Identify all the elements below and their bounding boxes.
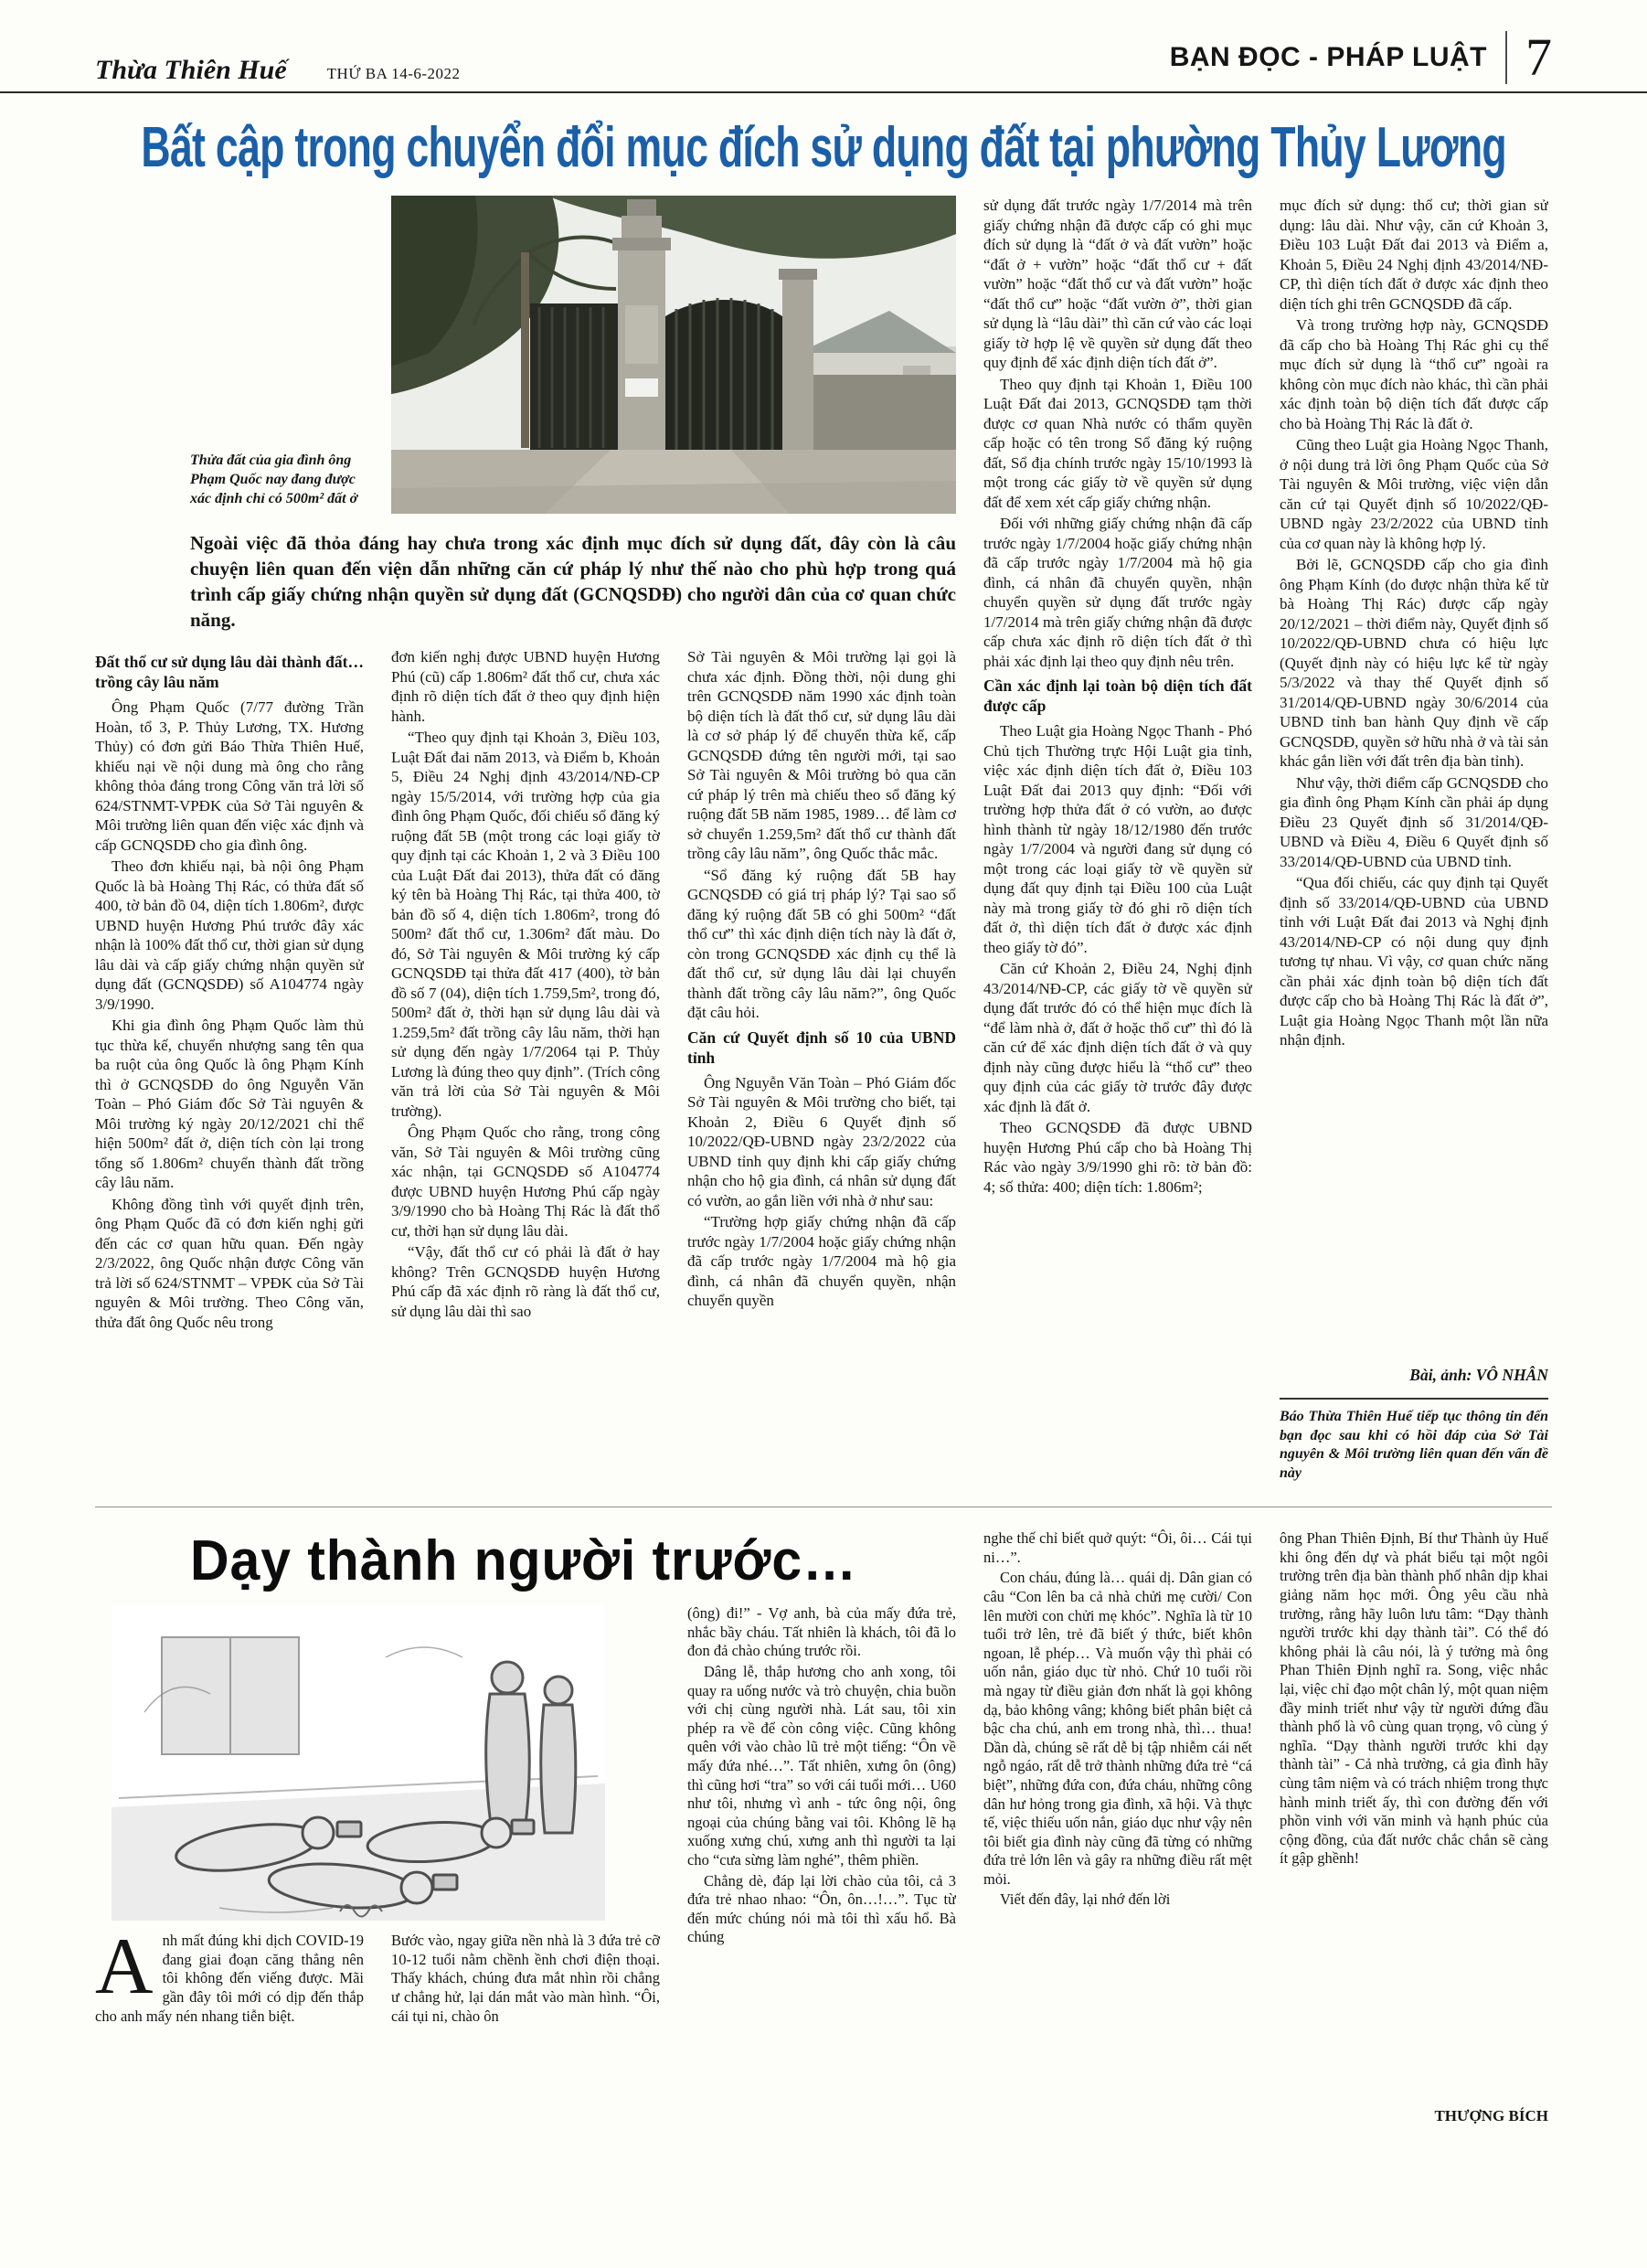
article2-column-1 <box>95 1932 364 2122</box>
article1-column-5 <box>1280 196 1548 1355</box>
article2-headline: Dạy thành người trước… <box>190 1529 857 1593</box>
article2-illustration <box>102 1604 614 1921</box>
issue-date: THỨ BA 14-6-2022 <box>326 65 461 82</box>
paragraph: Theo GCNQSDĐ đã được UBND huyện Hương Phú cấp cho bà Hoàng Thị Rác vào ngày 3/9/1990 ghi rõ: tờ bản đồ: 4; số thửa: 400; diện tích: 1.806m²; <box>983 1119 1252 1196</box>
article1-photo-row <box>95 196 956 514</box>
article1-photo <box>391 196 956 514</box>
paragraph: Con cháu, đúng là… quái dị. Dân gian có câu “Con lên ba cả nhà chửi mẹ cười/ Con lên mười con chửi mẹ khóc”. Nghĩa là từ 10 tuổi trở lên, trẻ đã biết ý thức, biết khôn ngoan, lễ phép… Và muốn vậy thì phải có uốn nắn, giáo dục từ nhỏ. Chứ 10 tuổi rồi mà ngay từ điều giản đơn nhất là gọi không dạ, bảo không vâng; không biết phân biệt cả bậc cha chú, anh em trong nhà, thì… thua! Dần dà, chúng sẽ rất dễ bị tập nhiễm cái nết ngỗ ngáo, rất dễ trở thành những đứa trẻ “cá biệt”, những đứa con, đứa cháu, những công dân hư hỏng trong gia đình, xã hội. Và thực tế, việc thiếu uốn nắn, giáo dục như vậy nên tôi biết gia đình này cũng đã từng có những đứa trẻ lớn lên và gây ra những điều rất mệt mỏi. <box>983 1569 1252 1888</box>
article1-body <box>95 196 1552 1483</box>
masthead: Thừa Thiên Huế <box>95 55 287 85</box>
paragraph: Bởi lẽ, GCNQSDĐ cấp cho gia đình ông Phạm Kính (do được nhận thừa kế từ bà Hoàng Thị Rác) được cấp ngày 20/12/2021 – thời điểm này, Quyết định số 10/2022/QĐ-UBND chưa có hiệu lực (Quyết định này có hiệu lực kể từ ngày 5/3/2022 và thay thế Quyết định số 31/2014/QĐ-UBND ngày 30/6/2014 của UBND tỉnh ban hành Quy định về cấp GCNQSDĐ, quyền sở hữu nhà ở và tài sản khác gắn liền với đất trên địa bàn tỉnh). <box>1280 556 1548 771</box>
paragraph: Ông Nguyễn Văn Toàn – Phó Giám đốc Sở Tài nguyên & Môi trường cho biết, tại Khoản 2, Điều 6 Quyết định số 10/2022/QĐ-UBND ngày 23/2/2022 của UBND tỉnh quy định khi cấp giấy chứng nhận cho hộ gia đình, cá nhân sử dụng đất có vườn, ao gắn liền với nhà ở như sau: <box>687 1073 956 1209</box>
paragraph: Theo đơn khiếu nại, bà nội ông Phạm Quốc là bà Hoàng Thị Rác, có thửa đất số 400, tờ bản đồ 04, diện tích 1.806m², được UBND huyện Hương Phú trước đây xác nhận là 100% đất thổ cư, thời gian sử dụng lâu dài và cấp giấy chứng nhận quyền sử dụng đất (GCNQSDĐ) số A104774 ngày 3/9/1990. <box>95 857 364 1013</box>
article1-column-4 <box>983 196 1252 1483</box>
paragraph: Theo quy định tại Khoản 1, Điều 100 Luật Đất đai 2013, GCNQSDĐ tạm thời được cơ quan Nhà nước có thẩm quyền cấp hoặc có tên trong Sổ đăng ký ruộng đất, Sổ địa chính trước ngày 15/10/1993 là một trong các giấy tờ về quyền sử dụng đất để xem xét cấp giấy chứng nhận. <box>983 375 1252 511</box>
paragraph: Ông Phạm Quốc (7/77 đường Trần Hoàn, tổ 3, P. Thủy Lương, TX. Hương Thủy) có đơn gửi Báo Thừa Thiên Huế, khiếu nại về nội dung mà ông cho rằng không thỏa đáng trong Công văn trả lời số 624/STNMT-VPĐK của Sở Tài nguyên & Môi trường liên quan đến việc xác định và cấp GCNQSDĐ cho gia đình ông. <box>95 698 364 854</box>
article2-byline: THƯỢNG BÍCH <box>1434 2107 1548 2125</box>
paragraph: Như vậy, thời điểm cấp GCNQSDĐ cho gia đình ông Phạm Kính cần phải áp dụng Điều 23 Quyết định số 31/2014/QĐ-UBND và Điều 4, Điều 6 Quyết định số 33/2014/QĐ-UBND của UBND tỉnh. <box>1280 773 1548 870</box>
article2-column-5-wrap <box>1280 1529 1548 2125</box>
article2-column-2 <box>391 1932 660 2122</box>
article1-footnote: Báo Thừa Thiên Huế tiếp tục thông tin đến bạn đọc sau khi có hồi đáp của Sở Tài nguyên & Môi trường liên quan đến vấn đề này <box>1280 1398 1548 1483</box>
article2-left-block <box>95 1529 956 2128</box>
column-subhead: Căn cứ Quyết định số 10 của UBND tỉnh <box>687 1028 956 1067</box>
paragraph: “Vậy, đất thổ cư có phải là đất ở hay không? Trên GCNQSDĐ huyện Hương Phú cấp đã xác định rõ ràng là đất thổ cư, sử dụng lâu dài thì sao <box>391 1243 660 1320</box>
paragraph: mục đích sử dụng: thổ cư; thời gian sử dụng: lâu dài. Như vậy, căn cứ Khoản 3, Điều 103 Luật Đất đai 2013 và Điểm a, Khoản 5, Điều 24 Nghị định 43/2014/NĐ-CP, thì diện tích đất ở được xác định theo diện tích ghi trên GCNQSDĐ đã cấp. <box>1280 197 1548 313</box>
paragraph: Theo Luật gia Hoàng Ngọc Thanh - Phó Chủ tịch Thường trực Hội Luật gia tỉnh, việc xác định diện tích đất ở, Điều 103 Luật Đất đai 2013 quy định: “Đối với trường hợp thửa đất ở có vườn, ao được hình thành từ ngày 18/12/1980 đến trước ngày 1/7/2004 và người đang sử dụng có một trong các loại giấy tờ về quyền sử dụng đất quy định tại Điều 100 của Luật này mà trong giấy tờ đó ghi rõ diện tích đất ở, thì diện tích đất ở được xác định theo giấy tờ đó”. <box>983 722 1252 956</box>
article1-left-block <box>95 196 956 1483</box>
paragraph: Căn cứ Khoản 2, Điều 24, Nghị định 43/2014/NĐ-CP, các giấy tờ về quyền sử dụng đất trước đó có thể hiện mục đích là “để làm nhà ở, đất ở hoặc thổ cư” thì đó là căn cứ để xác định diện tích đất ở và quy định này cũng được hiểu là “thổ cư” theo quy định của các giấy tờ trước đây được xác định là đất ở. <box>983 960 1252 1115</box>
paragraph: Viết đến đây, lại nhớ đến lời <box>1000 1890 1171 1909</box>
article1-column-3 <box>687 647 956 1486</box>
paragraph: Và trong trường hợp này, GCNQSDĐ đã cấp cho bà Hoàng Thị Rác ghi cụ thể mục đích sử dụng là “thổ cư” ngoài ra không còn mục đích nào khác, thì cần phải xác định toàn bộ diện tích đất được cấp cho bà Hoàng Thị Rác là đất ở. <box>1280 316 1548 432</box>
article1-headline-row <box>95 117 1552 179</box>
paragraph: Bước vào, ngay giữa nền nhà là 3 đứa trẻ cỡ 10-12 tuổi nằm chềnh ềnh chơi điện thoại. Thấy khách, chúng đưa mắt nhìn rồi chẳng ư chẳng hử, lại dán mắt vào màn hình. “Ôi, cái tụi ni, chào ôn <box>391 1932 660 2025</box>
drop-cap: A <box>95 1932 154 2012</box>
column-subhead: Cần xác định lại toàn bộ diện tích đất được cấp <box>983 676 1252 716</box>
paragraph: Không đồng tình với quyết định trên, ông Phạm Quốc đã có đơn kiến nghị gửi đến các cơ quan hữu quan. Đến ngày 2/3/2022, ông Quốc nhận được Công văn trả lời số 624/STNMT – VPĐK của Sở Tài nguyên & Môi trường. Theo Công văn, thửa đất ông Quốc nêu trong <box>95 1195 364 1331</box>
article2-left-row <box>95 1604 956 2129</box>
article1-left-columns <box>95 647 956 1486</box>
paragraph: đơn kiến nghị được UBND huyện Hương Phú (cũ) cấp 1.806m² đất thổ cư, chưa xác định rõ diện tích đất ở theo quy định hiện hành. <box>391 648 660 725</box>
photo-caption: Thửa đất của gia đình ông Phạm Quốc nay đang được xác định chỉ có 500m² đất ở <box>190 453 358 507</box>
column-subhead: Đất thổ cư sử dụng lâu dài thành đất… trồng cây lâu năm <box>95 653 364 692</box>
page-header <box>0 0 1647 93</box>
paragraph: Khi gia đình ông Phạm Quốc làm thủ tục thừa kế, chuyển nhượng sang tên qua ba ruột của ông Quốc là ông Phạm Kính thì ở GCNQSDĐ do ông Nguyễn Văn Toàn – Phó Giám đốc Sở Tài nguyên & Môi trường ký ngày 20/12/2021 chỉ thể hiện 500m² đất ở, diện tích còn lại trong tổng số 1.806m² chuyển thành đất trồng cây lâu năm. <box>95 1017 364 1192</box>
article2-illustration-block <box>95 1604 660 2129</box>
paragraph: (ông) đi!” - Vợ anh, bà của mấy đứa trẻ, nhắc bầy cháu. Tất nhiên là khách, tôi đã lo đon đả chào chúng trước rồi. <box>687 1604 956 1660</box>
article1-column-1 <box>95 647 364 1486</box>
section-group <box>1169 27 1552 87</box>
paragraph: Sở Tài nguyên & Môi trường lại gọi là chưa xác định. Đồng thời, nội dung ghi trên GCNQSDĐ năm 1990 xác định toàn bộ diện tích là đất thổ cư, sử dụng lâu dài là cơ sở pháp lý để chuyển thừa kế, cấp GCNQSDĐ đứng tên người mới, tại sao Sở Tài nguyên & Môi trường bỏ qua căn cứ pháp lý trên mà chiếu theo sổ đăng ký ruộng đất 5B năm 1985, 1989… để làm cơ sở chuyển 1.259,5m² đất thổ cư thành đất trồng cây lâu năm”, ông Quốc thắc mắc. <box>687 648 956 863</box>
paragraph: sử dụng đất trước ngày 1/7/2014 mà trên giấy chứng nhận đã được cấp có ghi mục đích sử dụng là “đất ở và đất vườn” hoặc “đất ở + vườn” hoặc “đất thổ cư + đất vườn” hoặc “đất thổ cư và đất vườn” hoặc “đất thổ cư” hoặc “đất vườn ở”, thời gian sử dụng là “lâu dài” thì căn cứ vào các loại giấy tờ hợp lệ về quyền sử dụng đất theo quy định để xác định diện tích đất ở”. <box>983 197 1252 372</box>
paragraph: Ông Phạm Quốc cho rằng, trong công văn, Sở Tài nguyên & Môi trường cũng xác nhận, tại GCNQSDĐ số A104774 được UBND huyện Hương Phú cấp ngày 3/9/1990 cho bà Hoàng Thị Rác là đất thổ cư, thời hạn sử dụng lâu dài. <box>391 1123 660 1240</box>
article1-byline: Bài, ảnh: VÔ NHÂN <box>1409 1366 1548 1385</box>
paragraph: Chẳng dè, đáp lại lời chào của tôi, cả 3 đứa trẻ nhao nhao: “Ôn, ôn…!…”. Tục từ đến mức chúng nói mà tôi thì xấu hổ. Bà chúng <box>687 1871 956 1946</box>
article2-body <box>95 1529 1552 2128</box>
section-label: BẠN ĐỌC - PHÁP LUẬT <box>1169 42 1487 72</box>
article2-column-4 <box>983 1529 1252 2125</box>
article2-column-5 <box>1280 1529 1548 2098</box>
paragraph: “Sổ đăng ký ruộng đất 5B hay GCNQSDĐ có giá trị pháp lý? Tại sao sổ đăng ký ruộng đất 5B có ghi 500m² “đất thổ cư” thì xác định diện tích này là đất ở, còn trong GCNQSDĐ xác định cụ thể là đất thổ cư, sử dụng lâu dài lại chuyển thành đất trồng cây lâu năm?”, ông Quốc đặt câu hỏi. <box>687 866 956 1022</box>
page-number: 7 <box>1525 27 1552 87</box>
article1-lede: Ngoài việc đã thỏa đáng hay chưa trong xác định mục đích sử dụng đất, đây còn là câu chuyện liên quan đến viện dẫn những căn cứ pháp lý như thế nào cho phù hợp trong quá trình cấp giấy chứng nhận quyền sử dụng đất (GCNQSDĐ) cho người dân của cơ quan chức năng. <box>190 532 956 632</box>
paragraph: Anh mất đúng khi dịch COVID-19 đang giai đoạn căng thẳng nên tôi không đến viếng được. Mãi gần đây tôi mới có dịp đến thắp cho anh mấy nén nhang tiễn biệt. <box>95 1932 364 2025</box>
photo-caption-column <box>95 196 364 514</box>
paragraph: “Qua đối chiếu, các quy định tại Quyết định số 33/2014/QĐ-UBND của UBND tỉnh với Luật Đất đai 2013 và Nghị định 43/2014/NĐ-CP có nội dung quy định tương tự nhau. Vì vậy, cơ quan chức năng cần phải xác định toàn bộ diện tích đất được cấp cho bà Hoàng Thị Rác là đất ở”, Luật gia Hoàng Ngọc Thanh một lần nữa nhận định. <box>1280 874 1548 1049</box>
article-education <box>0 1529 1647 2128</box>
gate-photo-illustration <box>391 196 956 514</box>
paragraph: ông Phan Thiên Định, Bí thư Thành ủy Huế khi ông đến dự và phát biểu tại một ngôi trường trên địa bàn thành phố nhân dịp khai giảng năm học mới. Ông yêu cầu nhà trường, rằng hãy luôn lưu tâm: “Dạy thành người trước khi dạy thành tài”. Có thể đó không phải là câu nói, là ý tưởng mà ông Phan Thiên Định nghĩ ra. Song, việc nhắc lại, việc chỉ đạo một chân lý, một quan niệm đầy minh triết như vậy từ người đứng đầu thành phố là vô cùng quan trọng, vô cùng ý nghĩa. “Dạy thành người trước khi dạy thành tài” - Cả nhà trường, cả gia đình hãy cùng tâm niệm và có trách nhiệm trong thực hành minh triết ấy, thì con đường đến với phồn vinh với văn minh và hạnh phúc của cộng đồng, của đất nước chắc chắn sẽ càng ít gập ghềnh! <box>1280 1529 1548 1868</box>
paragraph: Cũng theo Luật gia Hoàng Ngọc Thanh, ở nội dung trả lời ông Phạm Quốc của Sở Tài nguyên & Môi trường, việc viện dẫn căn cứ tại Quyết định số 10/2022/QĐ-UBND ngày 23/2/2022 của UBND tỉnh của cơ quan này là không hợp lý. <box>1280 436 1548 552</box>
article1-column-5-wrap <box>1280 196 1548 1483</box>
page-number-divider <box>1505 31 1507 84</box>
paragraph: Dâng lễ, thắp hương cho anh xong, tôi quay ra uống nước và trò chuyện, chia buồn với chị cùng người nhà. Lát sau, tôi xin phép ra về để còn công việc. Cũng không quên với vào chào lũ trẻ một tiếng: “Ôn về mấy đứa nhé…”. Tất nhiên, xưng ôn (ông) thì cũng hơi “tra” so với cái tuổi mới… U60 như tôi, nhưng vì anh - tức ông nội, ông ngoại của chúng bằng vai tôi. Không lẽ hạ xuống xưng chú, xưng anh thì người ta lại cho “cưa sừng làm nghé”, thêm phiền. <box>687 1662 956 1869</box>
paragraph: “Trường hợp giấy chứng nhận đã cấp trước ngày 1/7/2004 hoặc giấy chứng nhận đã cấp trước ngày 1/7/2004 mà hộ gia đình, cá nhân đã chuyển quyền, nhận chuyển quyền <box>687 1213 956 1310</box>
paragraph: Đối với những giấy chứng nhận đã cấp trước ngày 1/7/2004 hoặc giấy chứng nhận đã cấp trước ngày 1/7/2004 mà hộ gia đình, cá nhân đã chuyển quyền, nhận chuyển quyền sử dụng đất trước ngày 1/7/2014 mà trên giấy chứng nhận đã được cấp chưa xác định rõ diện tích đất ở thì phải xác định lại theo quy định nêu trên. <box>983 515 1252 670</box>
article1-column-2 <box>391 647 660 1486</box>
paragraph: “Theo quy định tại Khoản 3, Điều 103, Luật Đất đai năm 2013, và Điểm b, Khoản 5, Điều 24 Nghị định 43/2014/NĐ-CP ngày 15/5/2014, với trường hợp của gia đình ông Phạm Quốc, đối chiếu sổ đăng ký ruộng đất 5B (một trong các loại giấy tờ quy định tại các Khoản 1, 2 và 3 Điều 100 của Luật Đất đai 2013), thửa đất có đăng ký tên bà Hoàng Thị Rác, tại thửa 400, tờ bản đồ số 4, diện tích 1.806m², trong đó 500m² đất thổ cư, 1.306m² đất màu. Do đó, Sở Tài nguyên & Môi trường ký cấp GCNQSDĐ tại thửa đất 417 (400), tờ bản đồ số 7 (04), diện tích 1.759,5m², trong đó, 500m² đất ở, thời hạn sử dụng lâu dài và 1.259,5m² đất trồng cây lâu năm, thời hạn sử dụng đến ngày 1/7/2064 tại P. Thủy Lương là đúng theo quy định”. (Trích công văn trả lời của Sở Tài nguyên & Môi trường). <box>391 729 660 1120</box>
article1-headline: Bất cập trong chuyển đổi mục đích sử dụng đất tại phường Thủy Lương <box>141 116 1506 179</box>
article2-column-3 <box>687 1604 956 2129</box>
paragraph: nghe thế chỉ biết quở quýt: “Ôi, ôi… Cái tụi ni…”. <box>983 1529 1252 1566</box>
masthead-group <box>95 57 461 84</box>
article2-columns-1-2 <box>95 1932 660 2122</box>
sketch-kids-phones <box>102 1604 614 1921</box>
article-land-use <box>0 117 1647 1483</box>
